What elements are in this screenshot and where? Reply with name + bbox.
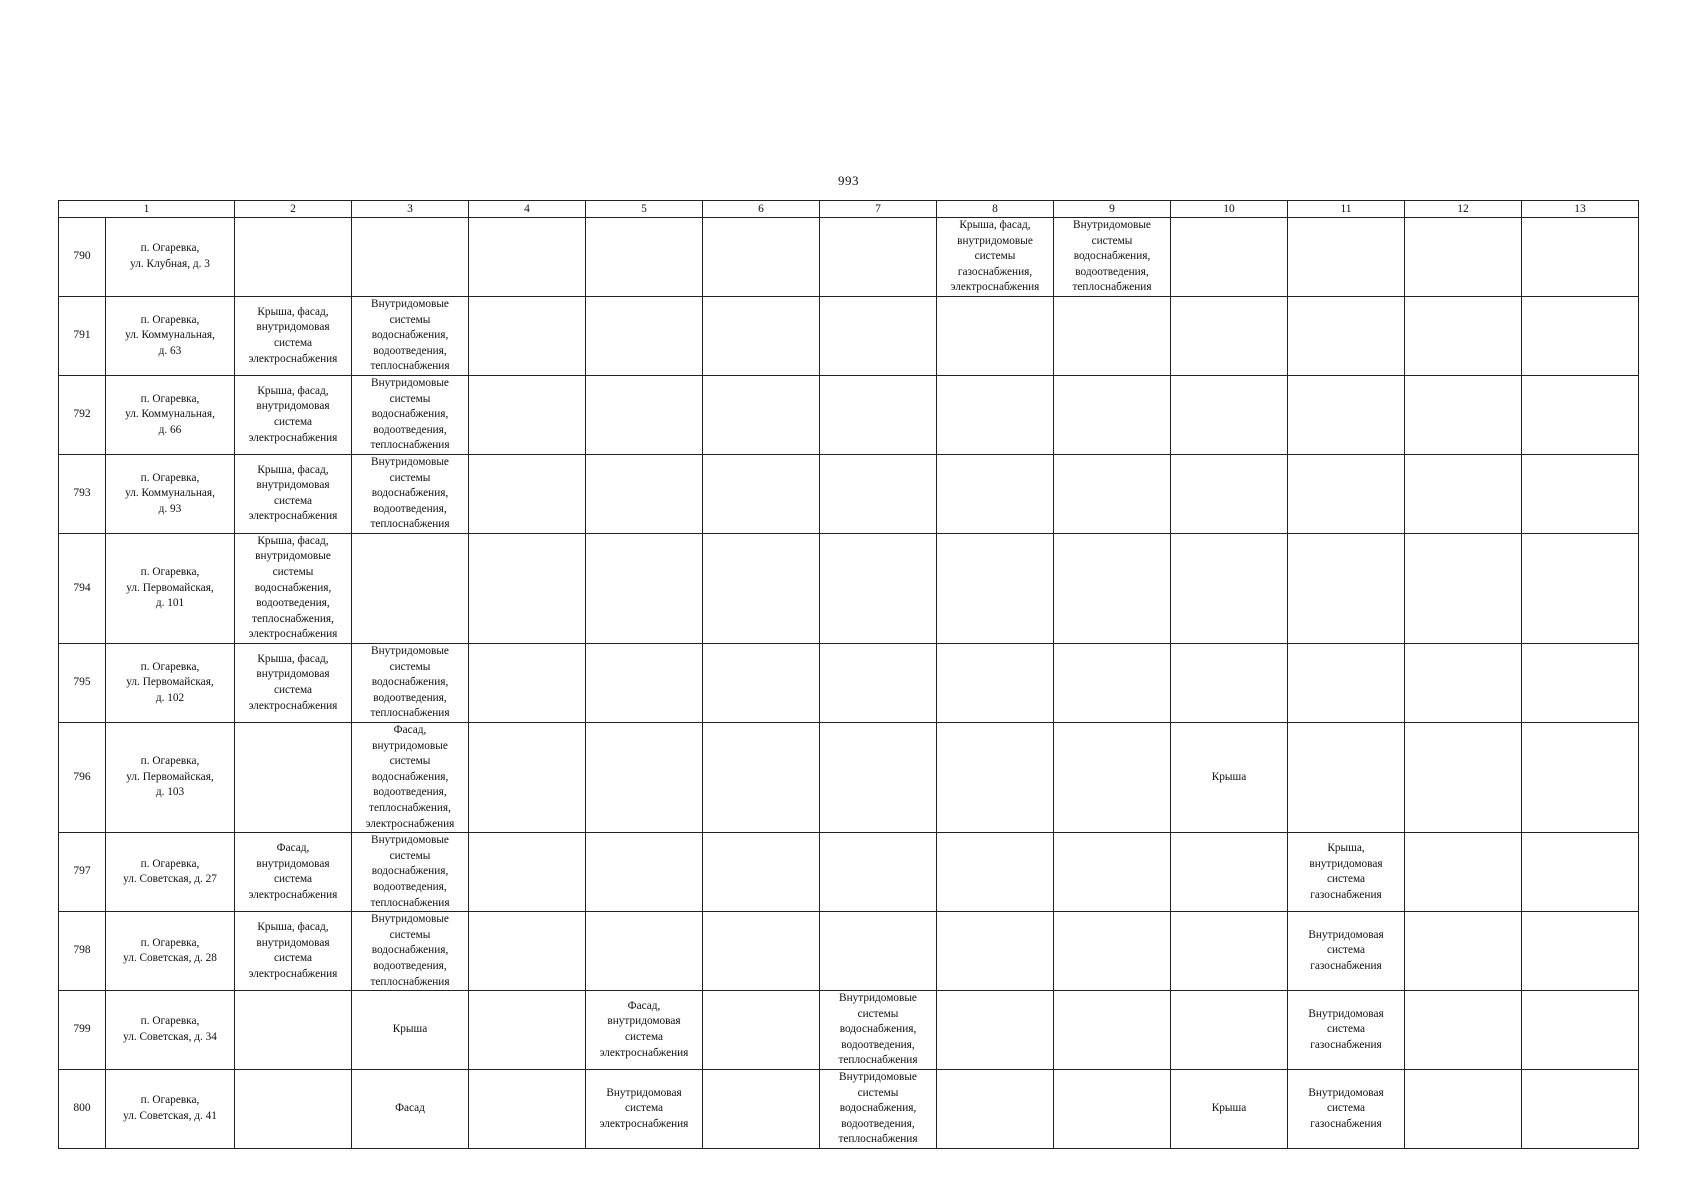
- cell-col-8: [937, 912, 1054, 991]
- column-header-11: 11: [1288, 201, 1405, 218]
- table-row: [59, 296, 1639, 375]
- address-text: п. Огаревка, ул. Коммунальная, д. 66: [125, 392, 215, 436]
- column-header-13: 13: [1522, 201, 1639, 218]
- cell-col-2: [235, 296, 352, 375]
- cell-col-11: [1288, 1070, 1405, 1149]
- cell-col-10: [1171, 723, 1288, 833]
- work-text: Крыша, фасад, внутридомовая система электроснабжения: [248, 652, 338, 712]
- cell-col-11: [1288, 723, 1405, 833]
- cell-col-12: [1405, 375, 1522, 454]
- work-text: Крыша, фасад, внутридомовая система электроснабжения: [248, 920, 338, 980]
- cell-col-12: [1405, 296, 1522, 375]
- address-cell: [106, 1070, 235, 1149]
- cell-col-8: [937, 1070, 1054, 1149]
- row-number: 792: [59, 375, 106, 454]
- cell-col-10: [1171, 375, 1288, 454]
- cell-col-3: [352, 218, 469, 297]
- cell-col-4: [469, 644, 586, 723]
- address-cell: [106, 454, 235, 533]
- cell-col-8: [937, 296, 1054, 375]
- row-number: 795: [59, 644, 106, 723]
- cell-col-9: [1054, 533, 1171, 643]
- cell-col-5: [586, 833, 703, 912]
- work-text: Крыша, фасад, внутридомовые системы водоснабжения, водоотведения, теплоснабжения, электроснабжения: [248, 534, 338, 641]
- cell-col-3: [352, 644, 469, 723]
- work-text: Внутридомовая система газоснабжения: [1308, 928, 1384, 972]
- cell-col-8: [937, 454, 1054, 533]
- cell-col-4: [469, 1070, 586, 1149]
- cell-col-2: [235, 912, 352, 991]
- cell-col-2: [235, 644, 352, 723]
- cell-col-11: [1288, 375, 1405, 454]
- work-text: Внутридомовые системы водоснабжения, водоотведения, теплоснабжения: [370, 455, 450, 531]
- work-text: Внутридомовая система газоснабжения: [1308, 1007, 1384, 1051]
- cell-col-13: [1522, 1070, 1639, 1149]
- work-text: Крыша, фасад, внутридомовые системы газоснабжения, электроснабжения: [950, 219, 1040, 294]
- cell-col-7: [820, 454, 937, 533]
- work-text: Внутридомовая система газоснабжения: [1308, 1086, 1384, 1130]
- cell-col-11: [1288, 912, 1405, 991]
- table-row: [59, 454, 1639, 533]
- cell-col-13: [1522, 454, 1639, 533]
- cell-col-7: [820, 375, 937, 454]
- cell-col-12: [1405, 533, 1522, 643]
- column-header-12: 12: [1405, 201, 1522, 218]
- cell-col-6: [703, 454, 820, 533]
- cell-col-4: [469, 991, 586, 1070]
- cell-col-10: [1171, 1070, 1288, 1149]
- cell-col-2: [235, 833, 352, 912]
- cell-col-3: [352, 296, 469, 375]
- column-header-5: 5: [586, 201, 703, 218]
- cell-col-11: [1288, 644, 1405, 723]
- cell-col-12: [1405, 912, 1522, 991]
- column-header-6: 6: [703, 201, 820, 218]
- cell-col-12: [1405, 644, 1522, 723]
- cell-col-6: [703, 296, 820, 375]
- cell-col-10: [1171, 454, 1288, 533]
- cell-col-5: [586, 454, 703, 533]
- address-text: п. Огаревка, ул. Первомайская, д. 102: [126, 660, 214, 704]
- cell-col-9: [1054, 833, 1171, 912]
- cell-col-11: [1288, 833, 1405, 912]
- cell-col-9: [1054, 723, 1171, 833]
- cell-col-10: [1171, 833, 1288, 912]
- table-row: [59, 991, 1639, 1070]
- cell-col-11: [1288, 454, 1405, 533]
- cell-col-12: [1405, 454, 1522, 533]
- work-text: Внутридомовые системы водоснабжения, водоотведения, теплоснабжения: [370, 645, 450, 720]
- cell-col-12: [1405, 991, 1522, 1070]
- cell-col-3: [352, 454, 469, 533]
- cell-col-7: [820, 833, 937, 912]
- column-header-3: 3: [352, 201, 469, 218]
- cell-col-9: [1054, 218, 1171, 297]
- cell-col-4: [469, 833, 586, 912]
- work-text: Внутридомовые системы водоснабжения, водоотведения, теплоснабжения: [370, 376, 450, 452]
- row-number: 796: [59, 723, 106, 833]
- cell-col-13: [1522, 833, 1639, 912]
- address-text: п. Огаревка, ул. Советская, д. 28: [123, 936, 217, 965]
- cell-col-12: [1405, 1070, 1522, 1149]
- address-cell: [106, 644, 235, 723]
- work-text: Внутридомовые системы водоснабжения, водоотведения, теплоснабжения: [370, 834, 450, 909]
- cell-col-11: [1288, 218, 1405, 297]
- cell-col-9: [1054, 1070, 1171, 1149]
- cell-col-7: [820, 533, 937, 643]
- cell-col-3: [352, 533, 469, 643]
- cell-col-2: [235, 454, 352, 533]
- cell-col-6: [703, 912, 820, 991]
- work-text: Внутридомовая система электроснабжения: [599, 1086, 689, 1130]
- cell-col-3: [352, 1070, 469, 1149]
- row-number: 800: [59, 1070, 106, 1149]
- table-row: [59, 833, 1639, 912]
- cell-col-13: [1522, 912, 1639, 991]
- cell-col-6: [703, 991, 820, 1070]
- cell-col-10: [1171, 296, 1288, 375]
- column-header-7: 7: [820, 201, 937, 218]
- cell-col-3: [352, 833, 469, 912]
- cell-col-3: [352, 912, 469, 991]
- address-cell: [106, 375, 235, 454]
- work-text: Фасад, внутридомовая система электроснабжения: [599, 999, 689, 1059]
- cell-col-10: [1171, 991, 1288, 1070]
- work-text: Фасад: [395, 1102, 425, 1115]
- table-row: [59, 533, 1639, 643]
- cell-col-5: [586, 533, 703, 643]
- row-number: 798: [59, 912, 106, 991]
- cell-col-5: [586, 991, 703, 1070]
- address-cell: [106, 723, 235, 833]
- cell-col-2: [235, 723, 352, 833]
- table-row: [59, 218, 1639, 297]
- address-text: п. Огаревка, ул. Советская, д. 27: [123, 857, 217, 886]
- cell-col-11: [1288, 533, 1405, 643]
- cell-col-13: [1522, 375, 1639, 454]
- cell-col-9: [1054, 644, 1171, 723]
- work-text: Крыша: [1211, 1102, 1247, 1115]
- address-cell: [106, 991, 235, 1070]
- cell-col-10: [1171, 218, 1288, 297]
- work-text: Крыша, внутридомовая система газоснабжения: [1309, 841, 1383, 901]
- address-text: п. Огаревка, ул. Советская, д. 41: [123, 1094, 217, 1123]
- table-header: [59, 201, 1639, 218]
- row-number: 799: [59, 991, 106, 1070]
- work-text: Крыша, фасад, внутридомовая система электроснабжения: [248, 463, 338, 523]
- address-text: п. Огаревка, ул. Коммунальная, д. 93: [125, 471, 215, 515]
- cell-col-10: [1171, 533, 1288, 643]
- work-text: Фасад, внутридомовые системы водоснабжения, водоотведения, теплоснабжения, электроснабжения: [365, 724, 455, 830]
- page-number: 993: [838, 173, 859, 188]
- cell-col-5: [586, 296, 703, 375]
- cell-col-6: [703, 1070, 820, 1149]
- cell-col-7: [820, 912, 937, 991]
- cell-col-3: [352, 723, 469, 833]
- address-text: п. Огаревка, ул. Первомайская, д. 101: [126, 566, 214, 610]
- cell-col-4: [469, 296, 586, 375]
- column-header-1: 1: [59, 201, 235, 218]
- column-header-8: 8: [937, 201, 1054, 218]
- cell-col-2: [235, 533, 352, 643]
- cell-col-7: [820, 1070, 937, 1149]
- address-text: п. Огаревка, ул. Первомайская, д. 103: [126, 755, 214, 799]
- row-number: 791: [59, 296, 106, 375]
- cell-col-5: [586, 1070, 703, 1149]
- cell-col-7: [820, 296, 937, 375]
- cell-col-7: [820, 644, 937, 723]
- cell-col-4: [469, 912, 586, 991]
- cell-col-5: [586, 644, 703, 723]
- address-cell: [106, 218, 235, 297]
- cell-col-6: [703, 833, 820, 912]
- row-number: 797: [59, 833, 106, 912]
- cell-col-10: [1171, 912, 1288, 991]
- work-text: Крыша, фасад, внутридомовая система электроснабжения: [248, 384, 338, 444]
- address-cell: [106, 833, 235, 912]
- cell-col-2: [235, 375, 352, 454]
- row-number: 794: [59, 533, 106, 643]
- work-text: Крыша: [392, 1023, 428, 1036]
- table-row: [59, 723, 1639, 833]
- work-text: Внутридомовые системы водоснабжения, водоотведения, теплоснабжения: [370, 913, 450, 988]
- repair-schedule-table: [58, 200, 1639, 1149]
- cell-col-13: [1522, 218, 1639, 297]
- cell-col-6: [703, 533, 820, 643]
- work-text: Внутридомовые системы водоснабжения, водоотведения, теплоснабжения: [838, 992, 918, 1067]
- cell-col-6: [703, 218, 820, 297]
- cell-col-13: [1522, 296, 1639, 375]
- cell-col-4: [469, 375, 586, 454]
- cell-col-4: [469, 218, 586, 297]
- cell-col-12: [1405, 218, 1522, 297]
- work-text: Крыша: [1211, 770, 1247, 783]
- cell-col-9: [1054, 991, 1171, 1070]
- work-text: Внутридомовые системы водоснабжения, водоотведения, теплоснабжения: [370, 297, 450, 373]
- table-row: [59, 912, 1639, 991]
- cell-col-2: [235, 991, 352, 1070]
- cell-col-7: [820, 218, 937, 297]
- cell-col-8: [937, 723, 1054, 833]
- cell-col-12: [1405, 723, 1522, 833]
- address-text: п. Огаревка, ул. Коммунальная, д. 63: [125, 313, 215, 357]
- cell-col-4: [469, 454, 586, 533]
- row-number: 790: [59, 218, 106, 297]
- cell-col-8: [937, 375, 1054, 454]
- table-row: [59, 375, 1639, 454]
- cell-col-9: [1054, 912, 1171, 991]
- address-text: п. Огаревка, ул. Советская, д. 34: [123, 1015, 217, 1044]
- cell-col-11: [1288, 991, 1405, 1070]
- column-header-2: 2: [235, 201, 352, 218]
- cell-col-9: [1054, 454, 1171, 533]
- cell-col-2: [235, 218, 352, 297]
- cell-col-13: [1522, 991, 1639, 1070]
- cell-col-7: [820, 723, 937, 833]
- column-header-4: 4: [469, 201, 586, 218]
- cell-col-6: [703, 723, 820, 833]
- cell-col-8: [937, 644, 1054, 723]
- cell-col-8: [937, 218, 1054, 297]
- table-row: [59, 1070, 1639, 1149]
- cell-col-3: [352, 375, 469, 454]
- cell-col-5: [586, 375, 703, 454]
- cell-col-7: [820, 991, 937, 1070]
- cell-col-8: [937, 833, 1054, 912]
- cell-col-11: [1288, 296, 1405, 375]
- cell-col-13: [1522, 644, 1639, 723]
- work-text: Внутридомовые системы водоснабжения, водоотведения, теплоснабжения: [1072, 219, 1152, 294]
- address-cell: [106, 533, 235, 643]
- cell-col-6: [703, 644, 820, 723]
- cell-col-8: [937, 991, 1054, 1070]
- address-text: п. Огаревка, ул. Клубная, д. 3: [130, 242, 210, 270]
- cell-col-4: [469, 533, 586, 643]
- work-text: Фасад, внутридомовая система электроснабжения: [248, 841, 338, 901]
- cell-col-10: [1171, 644, 1288, 723]
- address-cell: [106, 912, 235, 991]
- address-cell: [106, 296, 235, 375]
- header-row: [59, 201, 1639, 218]
- cell-col-3: [352, 991, 469, 1070]
- cell-col-5: [586, 218, 703, 297]
- row-number: 793: [59, 454, 106, 533]
- cell-col-5: [586, 723, 703, 833]
- column-header-10: 10: [1171, 201, 1288, 218]
- work-text: Внутридомовые системы водоснабжения, водоотведения, теплоснабжения: [838, 1071, 918, 1146]
- cell-col-2: [235, 1070, 352, 1149]
- cell-col-8: [937, 533, 1054, 643]
- cell-col-9: [1054, 296, 1171, 375]
- work-text: Крыша, фасад, внутридомовая система электроснабжения: [248, 305, 338, 365]
- column-header-9: 9: [1054, 201, 1171, 218]
- cell-col-6: [703, 375, 820, 454]
- cell-col-13: [1522, 533, 1639, 643]
- table-row: [59, 644, 1639, 723]
- cell-col-13: [1522, 723, 1639, 833]
- cell-col-4: [469, 723, 586, 833]
- cell-col-12: [1405, 833, 1522, 912]
- table-body: [59, 218, 1639, 1149]
- cell-col-5: [586, 912, 703, 991]
- cell-col-9: [1054, 375, 1171, 454]
